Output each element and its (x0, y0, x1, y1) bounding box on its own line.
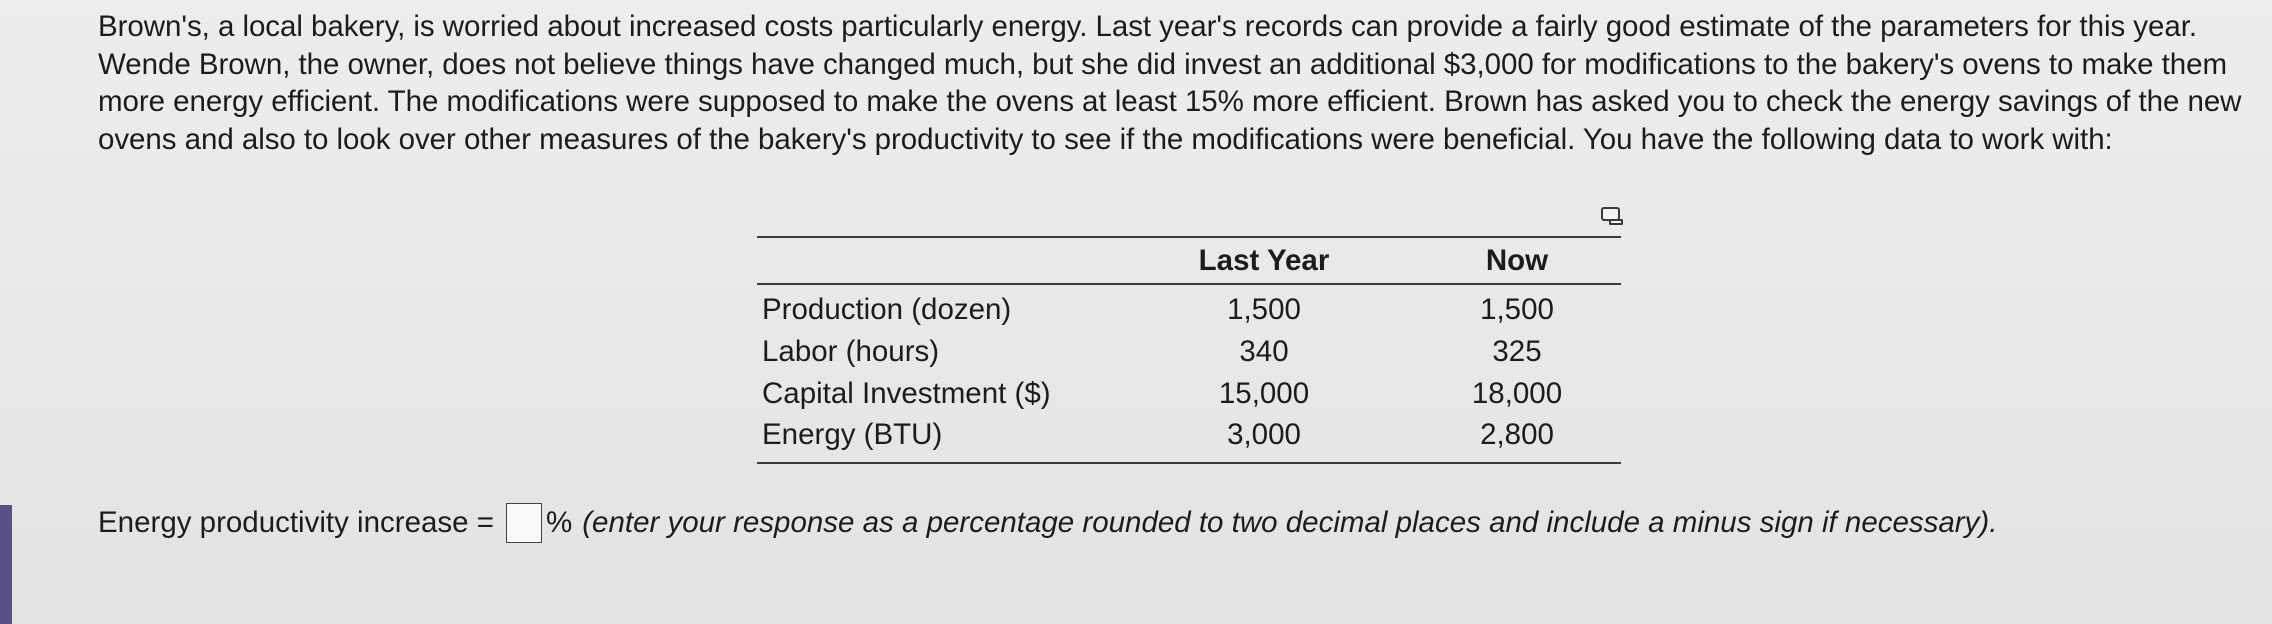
answer-label: Energy productivity increase = (98, 506, 494, 539)
row-label: Labor (hours) (762, 335, 940, 368)
problem-text: Brown's, a local bakery, is worried about increased costs particularly energy. Last year's records can provide a fairly good estimate of the parameters for this year. Wende Brown, the owner, does not believe things have changed much, but she did invest an additional $3,000 for modifications to the bakery's ovens to make them more energy efficient. The modifications were supposed to make the ovens at least 15% more efficient. Brown has asked you to check the energy savings of the new ovens and also to look over other measures of the bakery's productivity to see if the modifications were beneficial. You have the following data to work with: (98, 10, 2242, 156)
answer-hint: (enter your response as a percentage rounded to two decimal places and include a minus sign if necessary). (582, 506, 1998, 539)
row-label: Production (dozen) (762, 293, 1012, 326)
problem-statement (98, 8, 2248, 158)
cell-last-year: 1,500 (1227, 293, 1301, 326)
row-label: Capital Investment ($) (762, 377, 1051, 410)
table-row-capital (757, 377, 1621, 418)
cell-now: 325 (1492, 335, 1542, 368)
copy-table-icon[interactable] (1600, 206, 1626, 228)
left-edge-strip (0, 505, 12, 624)
table-row-labor (757, 335, 1621, 376)
table-top-rule (757, 236, 1621, 238)
table-row-energy (757, 418, 1621, 459)
cell-now: 2,800 (1480, 418, 1554, 451)
cell-last-year: 3,000 (1227, 418, 1301, 451)
percent-unit: % (546, 506, 573, 539)
cell-last-year: 15,000 (1218, 377, 1310, 410)
header-last-year: Last Year (1198, 244, 1330, 277)
table-header-rule (757, 283, 1621, 285)
answer-input[interactable] (506, 503, 542, 543)
answer-line (98, 503, 1997, 543)
table-row-production (757, 293, 1621, 334)
row-label: Energy (BTU) (762, 418, 943, 451)
table-bottom-rule (757, 462, 1621, 464)
cell-last-year: 340 (1239, 335, 1289, 368)
cell-now: 18,000 (1471, 377, 1563, 410)
header-now: Now (1485, 244, 1549, 277)
cell-now: 1,500 (1480, 293, 1554, 326)
